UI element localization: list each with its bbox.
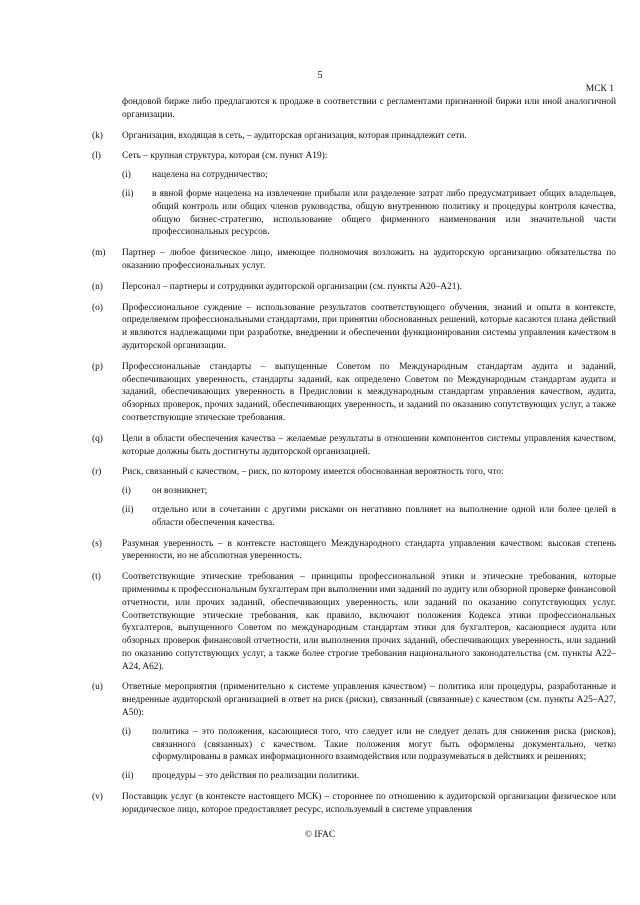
item-marker: (p) xyxy=(92,361,103,372)
item-marker: (r) xyxy=(92,467,102,478)
item-marker: (v) xyxy=(92,792,103,803)
item-text: Цели в области обеспечения качества – желаемые результаты в отношении компонентов системы управления качеством, которые должны быть достигнуты аудиторской организацией. xyxy=(122,433,616,457)
document-code: МСК 1 xyxy=(585,84,614,94)
item-text: Ответные мероприятия (применительно к системе управления качеством) – политика или процедуры, разработанные и внедренные аудиторской организацией в ответ на риск (риски), связанный (связанные) с качеством (см. пункты A25–A27, A50): xyxy=(122,682,616,719)
subitem xyxy=(122,726,616,764)
subitem-text: он возникнет; xyxy=(152,486,208,497)
item-text: Соответствующие этические требования – принципы профессиональной этики и этические требования, которые применимы к профессиональным бухгалтерам при выполнении ими заданий по аудиту или обзорной проверке финансовой отчетности, или прочих заданий, обеспечивающих уверенность, или заданий по оказанию сопутствующих услуг. Соответствующие этические требования, как правило, включают положения Кодекса этики профессиональных бухгалтеров, выпущенного Советом по международным стандартам этики для бухгалтеров, касающиеся аудита или обзорных проверок финансовой отчетности, или выполнения прочих заданий, обеспечивающих уверенность, или заданий по оказанию сопутствующих услуг, а также более строгие требования национального законодательства (см. пункты A22–A24, A62). xyxy=(122,572,616,672)
definition-m xyxy=(92,247,616,273)
copyright-footer: © IFAC xyxy=(304,830,336,840)
item-marker: (n) xyxy=(92,281,103,292)
subitem xyxy=(122,188,616,239)
item-text: Разумная уверенность – в контексте настоящего Международного стандарта управления качеством: высокая степень уверенности, но не абсолютная уверенность. xyxy=(122,538,616,562)
item-text: Персонал – партнеры и сотрудники аудиторской организации (см. пункты A20–A21). xyxy=(122,281,462,292)
subitem-marker: (ii) xyxy=(122,771,134,782)
subitem-marker: (i) xyxy=(122,726,131,737)
item-marker: (t) xyxy=(92,572,101,583)
item-marker: (k) xyxy=(92,130,103,141)
subitem xyxy=(122,770,616,783)
item-marker: (s) xyxy=(92,538,102,549)
item-text: Сеть – крупная структура, которая (см. пункт A19): xyxy=(122,151,328,162)
definition-n xyxy=(92,281,616,294)
subitem xyxy=(122,485,616,498)
subitem-marker: (i) xyxy=(122,486,131,497)
definition-t xyxy=(92,571,616,673)
subitem-text: политика – это положения, касающиеся того, что следует или не следует делать для снижения риска (рисков), связанного (связанных) с качеством. Такие положения могут быть оформлены документально, четко сформулированы в рамках информационного взаимодействия или подразумеваться в действиях и решениях; xyxy=(152,726,616,763)
document-body xyxy=(92,96,616,825)
subitem-text: нацелена на сотрудничество; xyxy=(152,170,268,181)
item-text: Профессиональные стандарты – выпущенные Советом по Международным стандартам аудита и заданий, обеспечивающих уверенность, стандарты заданий, как определено Советом по Международным стандартам аудита и заданий, обеспечивающих уверенность в Предисловии к международным стандартам управления качеством, аудита, обзорных проверок, прочих заданий, обеспечивающих уверенность, и заданий по оказанию сопутствующих услуг, а также соответствующие этические требования. xyxy=(122,361,616,423)
definition-l xyxy=(92,150,616,239)
subitem xyxy=(122,504,616,530)
item-text: Профессиональное суждение – использование результатов соответствующего обучения, знаний и опыта в контексте, определяемом профессиональными стандартами, при принятии обоснованных решений, которые касаются плана действий и являются надлежащими при разработке, внедрении и обеспечении функционирования системы управления качеством в аудиторской организации. xyxy=(122,302,616,351)
subitem-marker: (ii) xyxy=(122,188,134,199)
subitem-text: процедуры – это действия по реализации политики. xyxy=(152,771,360,782)
definition-u xyxy=(92,681,616,783)
definition-q xyxy=(92,433,616,459)
item-marker: (l) xyxy=(92,151,101,162)
subitem-marker: (i) xyxy=(122,170,131,181)
subitem-marker: (ii) xyxy=(122,504,134,515)
definition-o xyxy=(92,302,616,353)
item-text: Партнер – любое физическое лицо, имеющее полномочия возложить на аудиторскую организацию обязательства по оказанию профессиональных услуг. xyxy=(122,248,616,271)
subitem xyxy=(122,169,616,182)
subitem-text: отдельно или в сочетании с другими рисками он негативно повлияет на выполнение одной или более целей в области обеспечения качества. xyxy=(152,504,616,528)
definition-p xyxy=(92,361,616,425)
item-text: Поставщик услуг (в контексте настоящего МСК) – стороннее по отношению к аудиторской организации физическое или юридическое лицо, которое предоставляет ресурс, используемый в системе управления xyxy=(122,792,616,815)
item-marker: (q) xyxy=(92,433,103,444)
page-number: 5 xyxy=(317,70,323,81)
definition-r xyxy=(92,466,616,529)
definition-k xyxy=(92,130,616,143)
definition-v xyxy=(92,791,616,817)
definition-s xyxy=(92,538,616,564)
subitem-text: в явной форме нацелена на извлечение прибыли или разделение затрат либо предусматривает общих владельцев, общий контроль или общих членов руководства, общую внутреннюю политику и процедуры контроля качества, общую бизнес-стратегию, использование общего фирменного наименования или значительной части профессиональных ресурсов. xyxy=(152,188,616,238)
item-marker: (u) xyxy=(92,682,103,693)
item-marker: (o) xyxy=(92,302,103,313)
item-marker: (m) xyxy=(92,248,106,259)
item-text: Риск, связанный с качеством, – риск, по которому имеется обоснованная вероятность того, что: xyxy=(122,467,504,478)
continuation-paragraph: фондовой бирже либо предлагаются к продаже в соответствии с регламентами признанной биржи или иной аналогичной организации. xyxy=(122,97,616,120)
item-text: Организация, входящая в сеть, – аудиторская организация, которая принадлежит сети. xyxy=(122,130,467,141)
